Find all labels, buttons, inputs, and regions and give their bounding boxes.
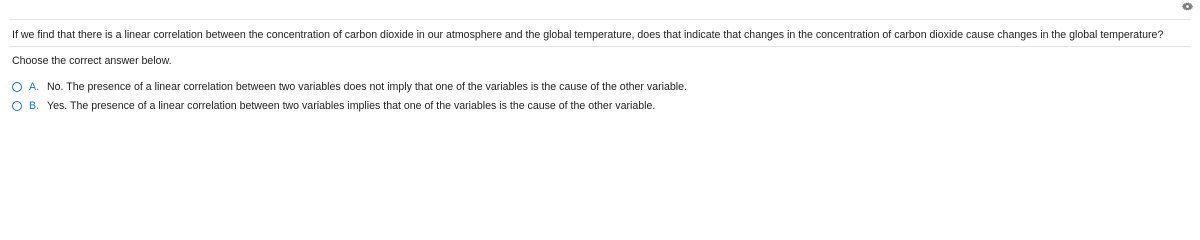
- answer-option-a[interactable]: [12, 81, 687, 93]
- option-letter-a: A.: [29, 81, 40, 93]
- answer-option-b[interactable]: [12, 100, 655, 112]
- radio-button-a[interactable]: [12, 82, 22, 92]
- option-letter-b: B.: [29, 100, 40, 112]
- gear-icon[interactable]: [1181, 0, 1194, 13]
- question-divider: [9, 46, 1191, 47]
- top-divider: [9, 19, 1191, 20]
- question-text: If we find that there is a linear correlation between the concentration of carbon dioxide in our atmosphere and the global temperature, does that indicate that changes in the concentration of carbon dioxide cause changes in the global temperature?: [12, 29, 1164, 41]
- instruction-text: Choose the correct answer below.: [12, 55, 172, 67]
- option-text-a: No. The presence of a linear correlation between two variables does not imply that one of the variables is the cause of the other variable.: [47, 81, 687, 93]
- radio-button-b[interactable]: [12, 101, 22, 111]
- option-text-b: Yes. The presence of a linear correlation between two variables implies that one of the variables is the cause of the other variable.: [47, 100, 656, 112]
